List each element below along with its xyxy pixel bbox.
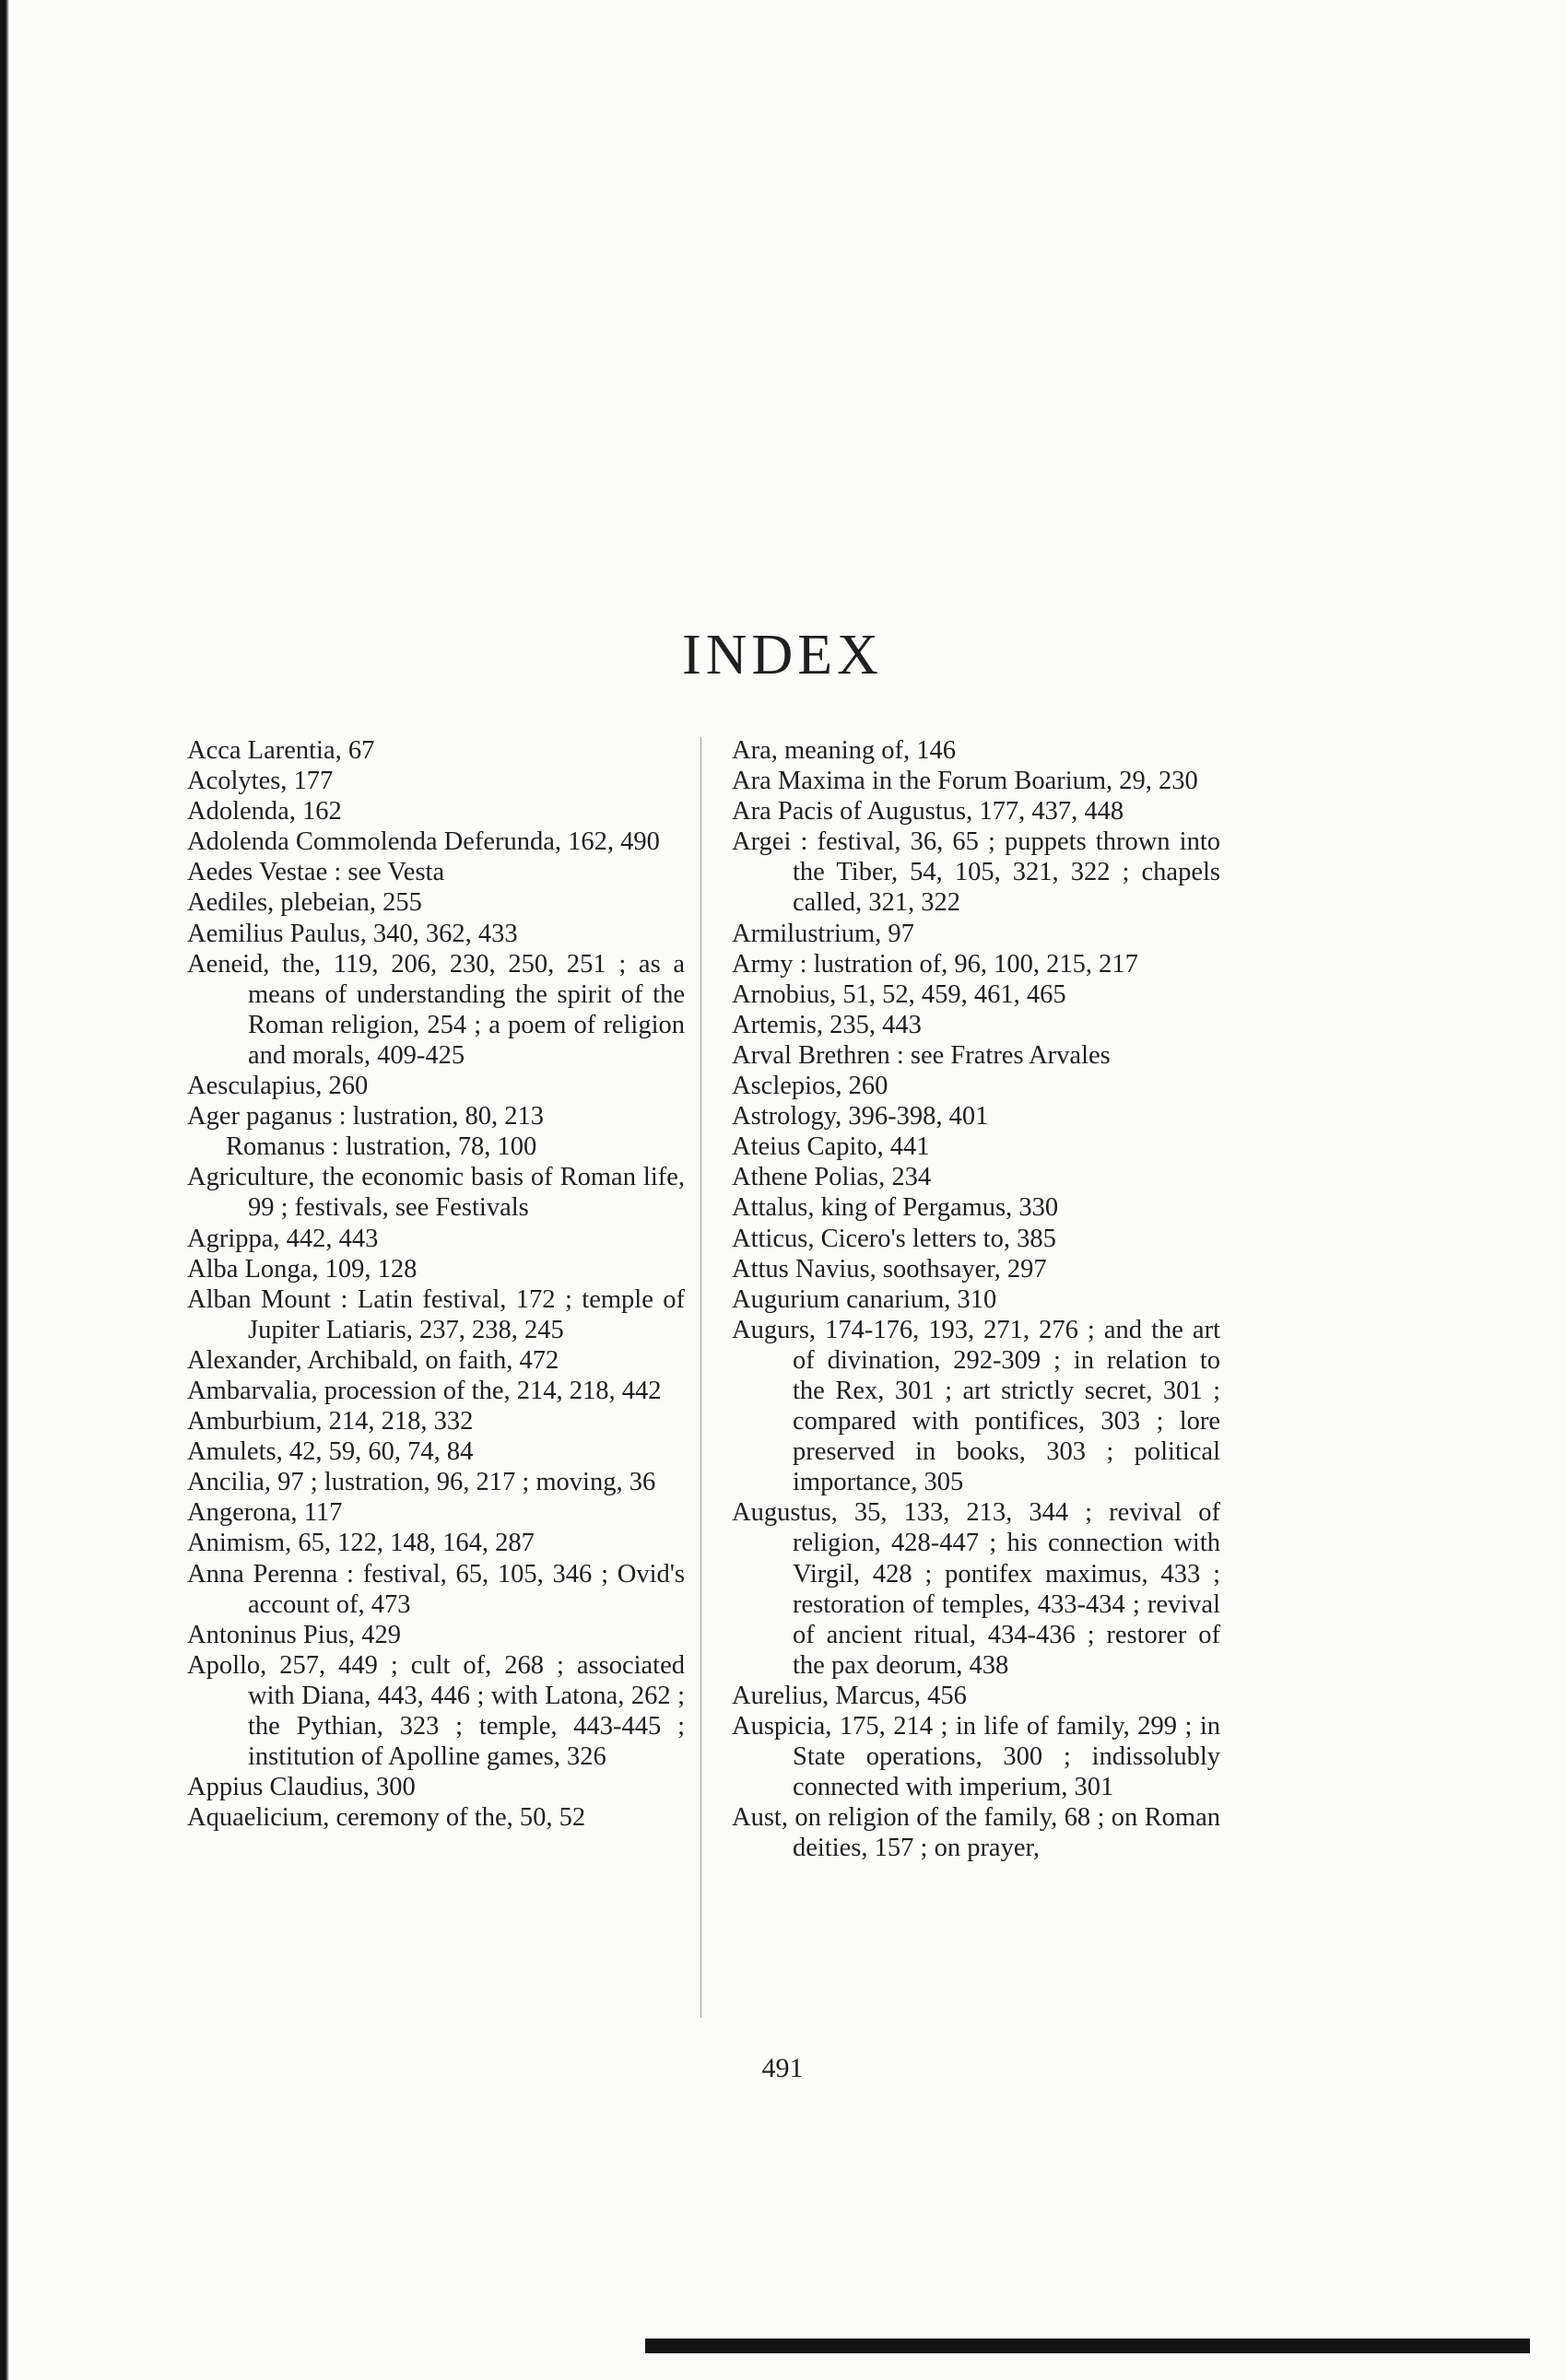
index-entry: Arval Brethren : see Fratres Arvales bbox=[732, 1040, 1111, 1070]
index-entry: Arnobius, 51, 52, 459, 461, 465 bbox=[732, 979, 1066, 1009]
index-entry: Aust, on religion of the family, 68 ; on Roman deities, 157 ; on prayer, bbox=[732, 1803, 1220, 1863]
index-entry: Astrology, 396-398, 401 bbox=[732, 1102, 989, 1131]
index-entry: Aedes Vestae : see Vesta bbox=[187, 858, 445, 887]
index-entry: Adolenda Commolenda Deferunda, 162, 490 bbox=[187, 827, 660, 857]
index-entry: Amulets, 42, 59, 60, 74, 84 bbox=[187, 1437, 474, 1467]
index-entry: Ateius Capito, 441 bbox=[732, 1132, 930, 1162]
index-entry: Atticus, Cicero's letters to, 385 bbox=[732, 1224, 1056, 1253]
index-entry: Armilustrium, 97 bbox=[732, 919, 914, 948]
index-entry: Ancilia, 97 ; lustration, 96, 217 ; moving, 36 bbox=[187, 1468, 656, 1497]
index-entry: Aeneid, the, 119, 206, 230, 250, 251 ; as a means of understanding the spirit of the Roman religion, 254 ; a poem of religion and morals, 409-425 bbox=[187, 949, 685, 1070]
index-entry: Aemilius Paulus, 340, 362, 433 bbox=[187, 919, 518, 948]
index-entry: Adolenda, 162 bbox=[187, 797, 342, 827]
index-entry: Appius Claudius, 300 bbox=[187, 1773, 416, 1802]
index-entry: Anna Perenna : festival, 65, 105, 346 ; Ovid's account of, 473 bbox=[187, 1559, 685, 1619]
index-entry: Ara, meaning of, 146 bbox=[732, 736, 956, 765]
index-entry: Animism, 65, 122, 148, 164, 287 bbox=[187, 1529, 535, 1558]
index-entry: Artemis, 235, 443 bbox=[732, 1010, 922, 1039]
index-entry: Asclepios, 260 bbox=[732, 1072, 888, 1101]
index-entry: Ara Pacis of Augustus, 177, 437, 448 bbox=[732, 797, 1124, 827]
page-number: 491 bbox=[761, 2053, 804, 2083]
index-subentry: Romanus : lustration, 78, 100 bbox=[226, 1132, 537, 1162]
scan-left-edge bbox=[0, 0, 9, 2380]
index-entry: Aquaelicium, ceremony of the, 50, 52 bbox=[187, 1803, 586, 1833]
index-entry: Aesculapius, 260 bbox=[187, 1072, 369, 1101]
index-entry: Auspicia, 175, 214 ; in life of family, 299 ; in State operations, 300 ; indissolubly connected with imperium, 301 bbox=[732, 1712, 1220, 1802]
index-entry: Aurelius, Marcus, 456 bbox=[732, 1681, 967, 1710]
index-entry: Acca Larentia, 67 bbox=[187, 736, 375, 765]
index-entry: Ara Maxima in the Forum Boarium, 29, 230 bbox=[732, 767, 1198, 796]
index-entry: Antoninus Pius, 429 bbox=[187, 1620, 401, 1649]
index-entry: Alexander, Archibald, on faith, 472 bbox=[187, 1345, 559, 1375]
scan-bottom-bar bbox=[645, 2339, 1530, 2353]
index-entry: Army : lustration of, 96, 100, 215, 217 bbox=[732, 949, 1138, 979]
index-entry: Amburbium, 214, 218, 332 bbox=[187, 1407, 474, 1436]
index-entry: Athene Polias, 234 bbox=[732, 1163, 932, 1192]
index-entry: Attus Navius, soothsayer, 297 bbox=[732, 1254, 1047, 1284]
index-entry: Augustus, 35, 133, 213, 344 ; revival of religion, 428-447 ; his connection with Virgil, 428 ; pontifex maximus, 433 ; restoration of temples, 433-434 ; revival of ancient ritual, 434-436 ; restorer of the pax deorum, 438 bbox=[732, 1498, 1220, 1680]
index-entry: Argei : festival, 36, 65 ; puppets thrown into the Tiber, 54, 105, 321, 322 ; chapels called, 321, 322 bbox=[732, 827, 1220, 918]
index-entry: Agrippa, 442, 443 bbox=[187, 1224, 379, 1253]
index-entry: Augurs, 174-176, 193, 271, 276 ; and the art of divination, 292-309 ; in relation to the Rex, 301 ; art strictly secret, 301 ; compared with pontifices, 303 ; lore preserved in books, 303 ; political importance, 305 bbox=[732, 1315, 1220, 1497]
index-entry: Augurium canarium, 310 bbox=[732, 1284, 997, 1314]
index-entry: Alba Longa, 109, 128 bbox=[187, 1254, 418, 1284]
column-divider bbox=[700, 737, 701, 2018]
index-column-right bbox=[732, 735, 1220, 1863]
index-column-left bbox=[187, 735, 685, 1833]
index-entry: Alban Mount : Latin festival, 172 ; temple of Jupiter Latiaris, 237, 238, 245 bbox=[187, 1284, 685, 1344]
index-entry: Acolytes, 177 bbox=[187, 767, 334, 796]
index-entry: Ager paganus : lustration, 80, 213 bbox=[187, 1102, 545, 1131]
index-entry: Ambarvalia, procession of the, 214, 218, 442 bbox=[187, 1376, 662, 1405]
index-entry: Apollo, 257, 449 ; cult of, 268 ; associated with Diana, 443, 446 ; with Latona, 262 ; the Pythian, 323 ; temple, 443-445 ; institution of Apolline games, 326 bbox=[187, 1650, 685, 1772]
index-entry: Attalus, king of Pergamus, 330 bbox=[732, 1193, 1059, 1223]
index-entry: Aediles, plebeian, 255 bbox=[187, 888, 422, 918]
index-entry: Angerona, 117 bbox=[187, 1498, 343, 1528]
index-entry: Agriculture, the economic basis of Roman life, 99 ; festivals, see Festivals bbox=[187, 1163, 685, 1223]
page-title: INDEX bbox=[682, 624, 883, 686]
